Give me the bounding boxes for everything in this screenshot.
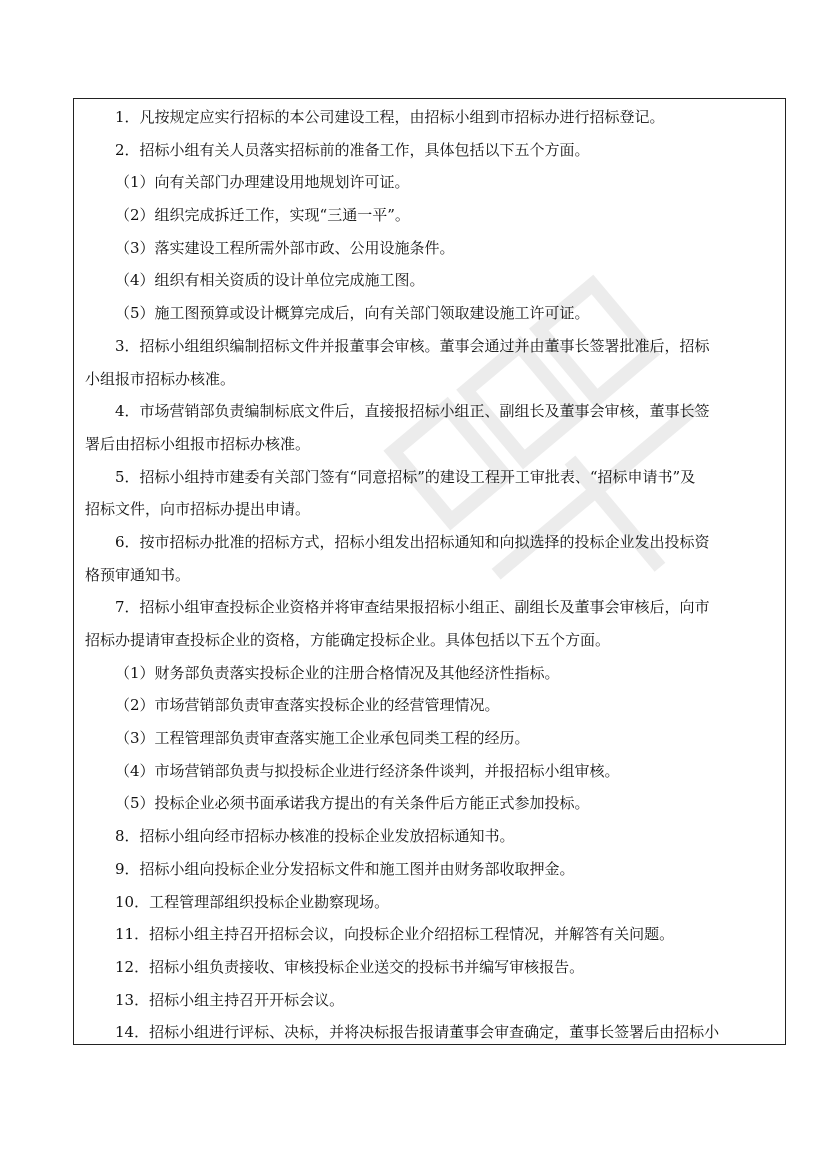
paragraph-line: 4．市场营销部负责编制标底文件后，直接报招标小组正、副组长及董事会审核，董事长签 — [115, 402, 710, 421]
paragraph-line: 小组报市招标办核准。 — [85, 369, 236, 388]
paragraph-line: 8．招标小组向经市招标办核准的投标企业发放招标通知书。 — [115, 827, 515, 846]
paragraph-line: 12．招标小组负责接收、审核投标企业送交的投标书并编写审核报告。 — [115, 957, 585, 976]
paragraph-line: 3．招标小组组织编制招标文件并报董事会审核。董事会通过并由董事长签署批准后，招标 — [115, 336, 710, 355]
paragraph-line: （2）市场营销部负责审查落实投标企业的经营管理情况。 — [115, 696, 500, 715]
paragraph-line: 格预审通知书。 — [85, 565, 191, 584]
paragraph-line: （4）市场营销部负责与拟投标企业进行经济条件谈判，并报招标小组审核。 — [115, 761, 620, 780]
paragraph-line: 2．招标小组有关人员落实招标前的准备工作，具体包括以下五个方面。 — [115, 140, 590, 159]
paragraph-line: （2）组织完成拆迁工作，实现“三通一平”。 — [115, 206, 410, 225]
paragraph-line: （5）施工图预算或设计概算完成后，向有关部门领取建设施工许可证。 — [115, 304, 590, 323]
paragraph-line: （3）落实建设工程所需外部市政、公用设施条件。 — [115, 238, 455, 257]
paragraph-line: 5．招标小组持市建委有关部门签有“同意招标”的建设工程开工审批表、“招标申请书”及 — [115, 467, 696, 486]
paragraph-line: 7．招标小组审查投标企业资格并将审查结果报招标小组正、副组长及董事会审核后，向市 — [115, 598, 710, 617]
paragraph-line: （5）投标企业必须书面承诺我方提出的有关条件后方能正式参加投标。 — [115, 794, 590, 813]
paragraph-line: 招标办提请审查投标企业的资格，方能确定投标企业。具体包括以下五个方面。 — [85, 631, 611, 649]
paragraph-line: 14．招标小组进行评标、决标，并将决标报告报请董事会审查确定，董事长签署后由招标小 — [115, 1023, 720, 1042]
paragraph-line: 11．招标小组主持召开招标会议，向投标企业介绍招标工程情况，并解答有关问题。 — [115, 925, 675, 944]
paragraph-line: （4）组织有相关资质的设计单位完成施工图。 — [115, 271, 425, 290]
paragraph-line: 署后由招标小组报市招标办核准。 — [85, 434, 311, 453]
paragraph-line: （1）财务部负责落实投标企业的注册合格情况及其他经济性指标。 — [115, 663, 560, 682]
paragraph-line: 10．工程管理部组织投标企业勘察现场。 — [115, 892, 390, 911]
paragraph-line: （3）工程管理部负责审查落实施工企业承包同类工程的经历。 — [115, 729, 530, 748]
paragraph-line: 13．招标小组主持召开开标会议。 — [115, 990, 345, 1009]
paragraph-line: 6．按市招标办批准的招标方式，招标小组发出招标通知和向拟选择的投标企业发出投标资 — [115, 532, 710, 551]
document-body — [85, 101, 779, 1049]
paragraph-line: 1．凡按规定应实行招标的本公司建设工程，由招标小组到市招标办进行招标登记。 — [115, 108, 665, 126]
paragraph-line: （1）向有关部门办理建设用地规划许可证。 — [115, 173, 410, 192]
paragraph-line: 9．招标小组向投标企业分发招标文件和施工图并由财务部收取押金。 — [115, 859, 575, 878]
paragraph-line: 招标文件，向市招标办提出申请。 — [85, 500, 311, 519]
